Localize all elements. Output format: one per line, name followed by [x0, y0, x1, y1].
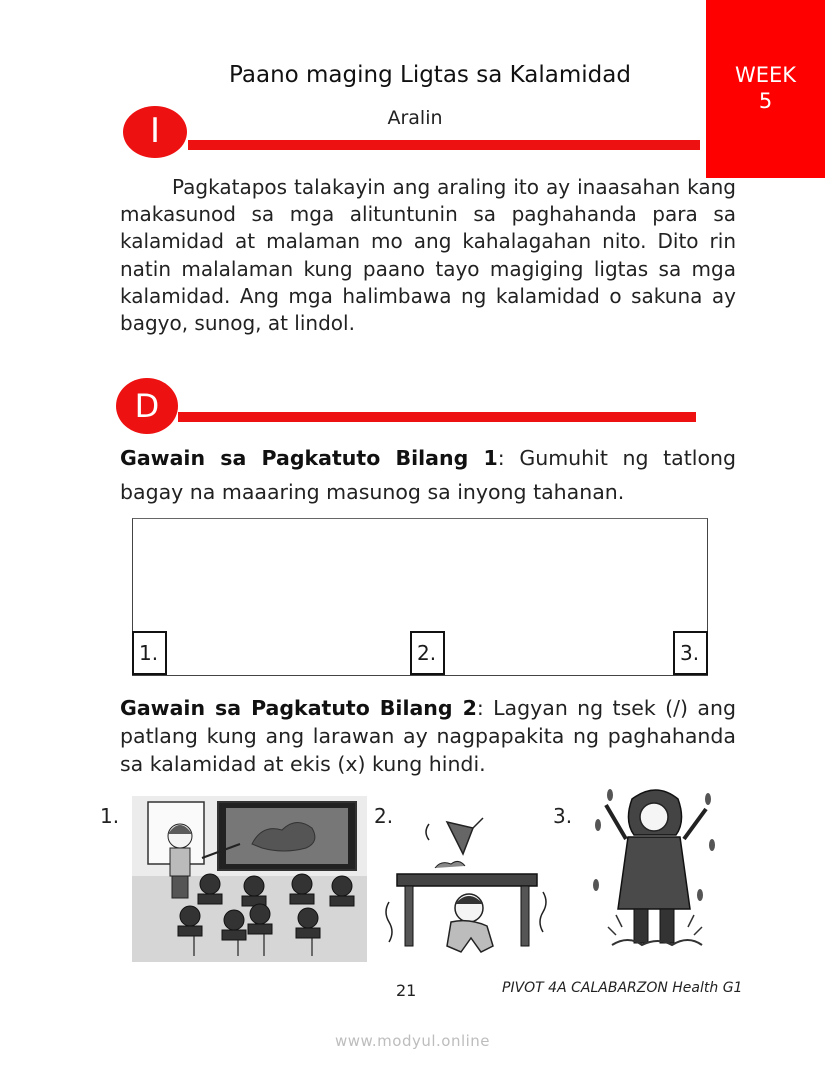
activity-2-instructions — [120, 694, 736, 778]
page-number: 21 — [396, 981, 417, 1000]
watermark: www.modyul.online — [334, 1032, 491, 1050]
draw-slot-3: 3. — [673, 631, 708, 675]
intro-paragraph: Pagkatapos talakayin ang araling ito ay inaasahan kang makasunod sa mga alituntunin sa paghahanda para sa kalamidad at malaman mo ang kahalagahan nito. Dito rin natin malalaman kung paano tayo magiging ligtas sa mga kalamidad. Ang mga halimbawa ng kalamidad o sakuna ay bagyo, sunog, at lindol. — [120, 175, 736, 336]
activity-2-label: Gawain sa Pagkatuto Bilang 2 — [120, 696, 477, 720]
activity-1-instructions — [120, 441, 736, 509]
section-i-badge: I — [123, 106, 187, 158]
rain-playing-illustration — [588, 785, 723, 955]
draw-slot-1: 1. — [132, 631, 167, 675]
under-table-illustration — [385, 812, 550, 958]
week-number: 5 — [758, 89, 773, 113]
draw-slot-2: 2. — [410, 631, 445, 675]
section-i-divider — [188, 140, 700, 150]
picture-number-3: 3. — [553, 804, 573, 828]
classroom-illustration — [132, 796, 367, 962]
footer-source: PIVOT 4A CALABARZON Health G1 — [502, 980, 743, 996]
section-d-divider — [178, 412, 696, 422]
picture-number-2: 2. — [374, 804, 394, 828]
section-i-heading: Aralin — [387, 107, 443, 129]
page-title: Paano maging Ligtas sa Kalamidad — [229, 62, 631, 88]
activity-1-text: : Gumuhit ng tatlong bagay na maaaring masunog sa inyong tahanan. — [120, 446, 736, 504]
week-label: WEEK — [734, 63, 797, 87]
activity-1-label: Gawain sa Pagkatuto Bilang 1 — [120, 446, 498, 470]
picture-number-1: 1. — [100, 804, 120, 828]
activity-2-text: : Lagyan ng tsek (/) ang patlang kung ang larawan ay nagpapakita ng paghahanda sa kalamidad at ekis (x) kung hindi. — [120, 696, 736, 776]
week-tab — [706, 0, 825, 178]
section-d-badge: D — [116, 378, 178, 434]
